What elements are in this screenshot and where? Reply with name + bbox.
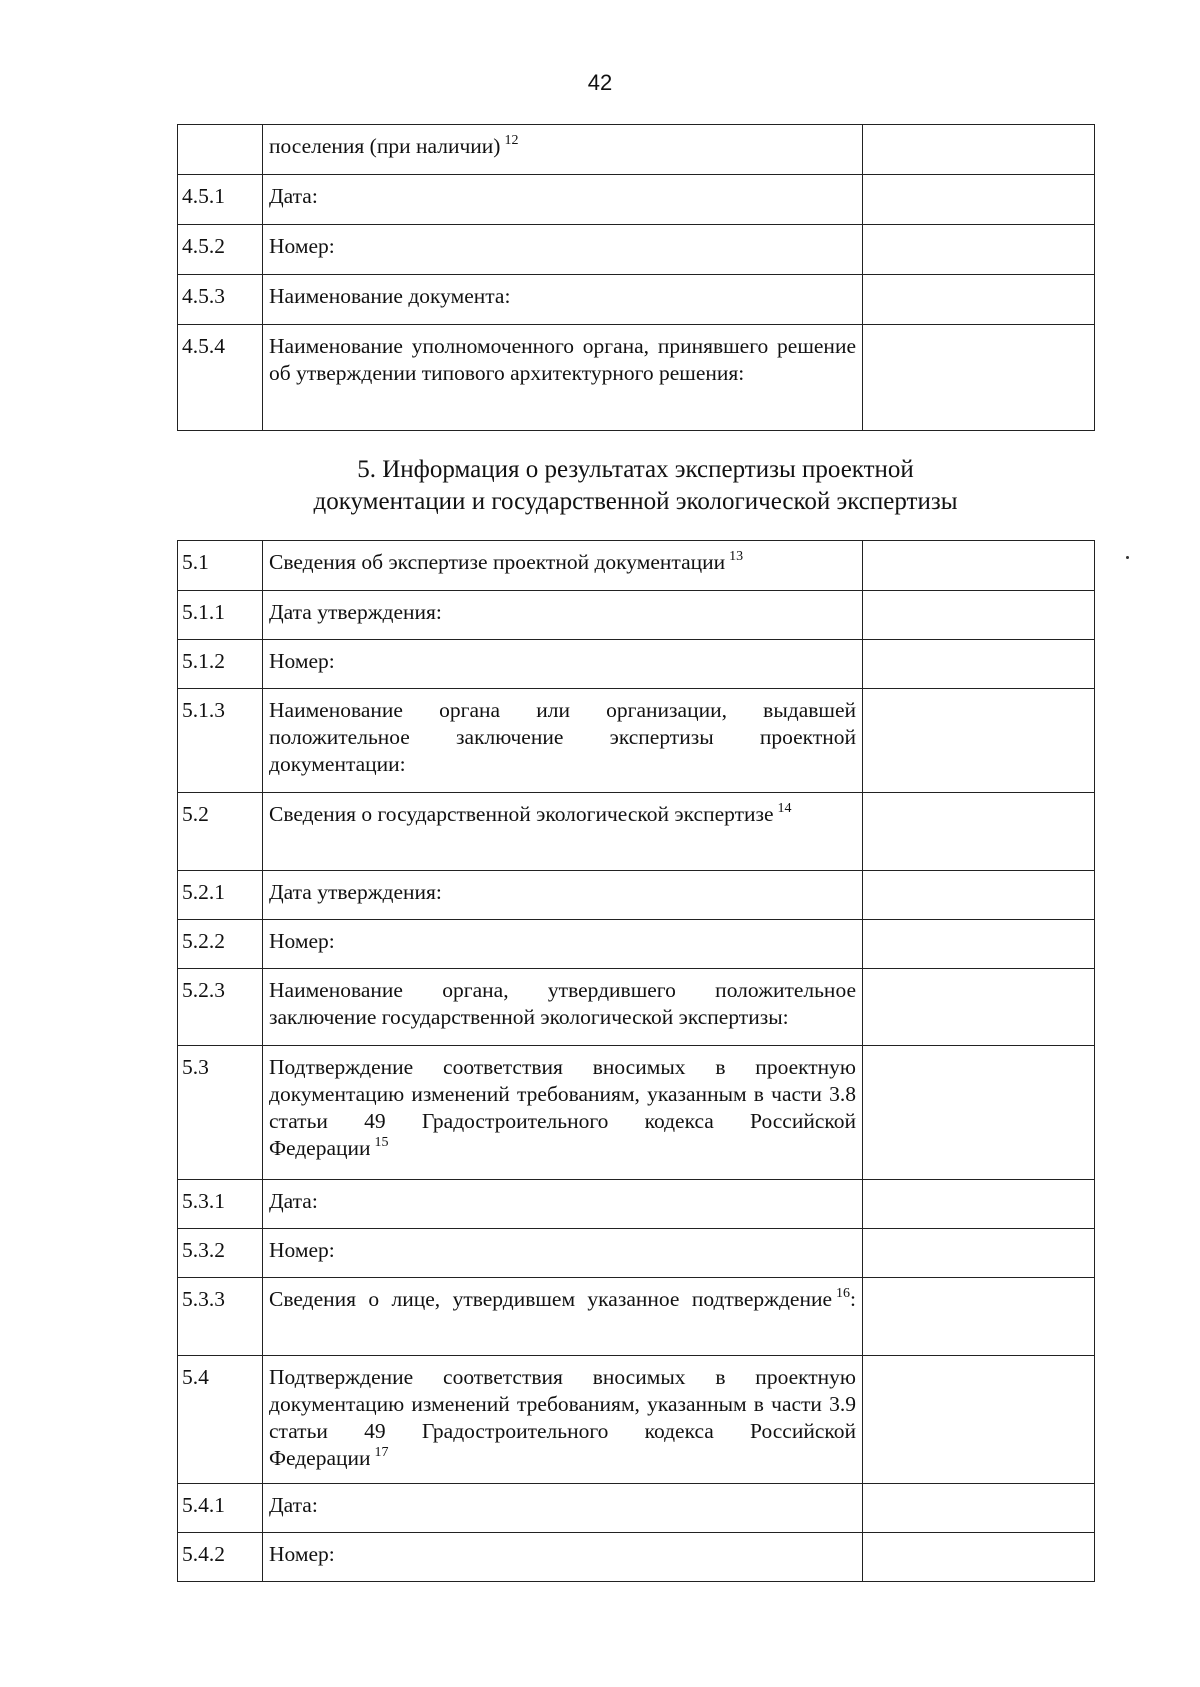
- value-cell[interactable]: [863, 969, 1095, 1046]
- table-row: [178, 1046, 1095, 1180]
- row-label-text: Сведения об экспертизе проектной документации: [269, 550, 726, 574]
- table-row: [178, 175, 1095, 225]
- value-cell[interactable]: [863, 275, 1095, 325]
- table-row: [178, 640, 1095, 689]
- row-label: [263, 1278, 863, 1356]
- value-cell[interactable]: [863, 1484, 1095, 1533]
- value-cell[interactable]: [863, 1046, 1095, 1180]
- row-number: 5.3.1: [178, 1180, 263, 1229]
- row-label: Дата:: [263, 1180, 863, 1229]
- row-number: 4.5.4: [178, 325, 263, 431]
- row-number: 5.1.3: [178, 689, 263, 793]
- section-5-heading: [177, 454, 1094, 518]
- row-number: 5.2: [178, 793, 263, 871]
- footnote-ref: 16: [836, 1286, 851, 1301]
- value-cell[interactable]: [863, 871, 1095, 920]
- row-label: Дата утверждения:: [263, 591, 863, 640]
- row-label: Дата:: [263, 175, 863, 225]
- table-row: [178, 1356, 1095, 1484]
- row-label-text: поселения (при наличии): [269, 134, 501, 158]
- table-row: [178, 1533, 1095, 1582]
- table-row: [178, 871, 1095, 920]
- row-label-text: Подтверждение соответствия вносимых в проектную документацию изменений требованиям, указанным в части 3.9 статьи 49 Градостроительного кодекса Российской Федерации: [269, 1365, 856, 1470]
- section-5-table: [177, 540, 1095, 1582]
- table-row: [178, 1484, 1095, 1533]
- row-number: 5.1.2: [178, 640, 263, 689]
- value-cell[interactable]: [863, 541, 1095, 591]
- table-row: [178, 689, 1095, 793]
- value-cell[interactable]: [863, 325, 1095, 431]
- value-cell[interactable]: [863, 1180, 1095, 1229]
- row-label: [263, 541, 863, 591]
- table-row: [178, 591, 1095, 640]
- footnote-ref: 15: [374, 1135, 389, 1150]
- section-4-5-table: [177, 124, 1095, 431]
- footnote-ref: 12: [504, 133, 519, 148]
- row-label: Наименование органа, утвердившего положительное заключение государственной экологической экспертизы:: [263, 969, 863, 1046]
- table-row: [178, 793, 1095, 871]
- table-row: [178, 1229, 1095, 1278]
- row-label: Номер:: [263, 225, 863, 275]
- row-label: Дата утверждения:: [263, 871, 863, 920]
- value-cell[interactable]: [863, 591, 1095, 640]
- table-row: [178, 969, 1095, 1046]
- table-row: [178, 225, 1095, 275]
- row-number: 5.3: [178, 1046, 263, 1180]
- value-cell[interactable]: [863, 175, 1095, 225]
- row-label: Дата:: [263, 1484, 863, 1533]
- value-cell[interactable]: [863, 225, 1095, 275]
- table-row: [178, 1278, 1095, 1356]
- table-row: [178, 920, 1095, 969]
- value-cell[interactable]: [863, 125, 1095, 175]
- row-number: 5.3.2: [178, 1229, 263, 1278]
- page-number: 42: [587, 70, 613, 95]
- row-label-suffix: :: [850, 1287, 856, 1311]
- row-label: [263, 1356, 863, 1484]
- footnote-ref: 17: [374, 1445, 389, 1460]
- row-label: Наименование органа или организации, выдавшей положительное заключение экспертизы проектной документации:: [263, 689, 863, 793]
- row-number: 5.4.2: [178, 1533, 263, 1582]
- footnote-ref: 14: [777, 801, 792, 816]
- row-label: [263, 1046, 863, 1180]
- row-number: 5.2.3: [178, 969, 263, 1046]
- row-number: 4.5.1: [178, 175, 263, 225]
- section-heading-line: 5. Информация о результатах экспертизы проектной: [357, 456, 914, 483]
- value-cell[interactable]: [863, 640, 1095, 689]
- row-number: 5.1.1: [178, 591, 263, 640]
- value-cell[interactable]: [863, 1229, 1095, 1278]
- row-number: 4.5.2: [178, 225, 263, 275]
- row-label: Наименование документа:: [263, 275, 863, 325]
- table-row: [178, 275, 1095, 325]
- row-label-text: Подтверждение соответствия вносимых в проектную документацию изменений требованиям, указанным в части 3.8 статьи 49 Градостроительного кодекса Российской Федерации: [269, 1055, 856, 1160]
- row-number: 5.2.1: [178, 871, 263, 920]
- row-number: 5.1: [178, 541, 263, 591]
- row-label: [263, 793, 863, 871]
- row-label: Номер:: [263, 640, 863, 689]
- table-row: [178, 1180, 1095, 1229]
- row-label: Наименование уполномоченного органа, принявшего решение об утверждении типового архитектурного решения:: [263, 325, 863, 431]
- section-heading-line: документации и государственной экологической экспертизы: [313, 488, 958, 515]
- value-cell[interactable]: [863, 1533, 1095, 1582]
- row-label: [263, 125, 863, 175]
- value-cell[interactable]: [863, 1278, 1095, 1356]
- row-number: 5.4.1: [178, 1484, 263, 1533]
- value-cell[interactable]: [863, 920, 1095, 969]
- row-number: 5.3.3: [178, 1278, 263, 1356]
- row-label-text: Сведения о государственной экологической экспертизе: [269, 802, 774, 826]
- row-number: [178, 125, 263, 175]
- value-cell[interactable]: [863, 1356, 1095, 1484]
- footnote-ref: 13: [729, 549, 744, 564]
- row-label-text: Сведения о лице, утвердившем указанное подтверждение: [269, 1287, 833, 1311]
- table-row: [178, 125, 1095, 175]
- row-number: 5.2.2: [178, 920, 263, 969]
- table-row: [178, 541, 1095, 591]
- scan-dot: [1126, 556, 1129, 559]
- row-label: Номер:: [263, 1229, 863, 1278]
- row-label: Номер:: [263, 920, 863, 969]
- table-row: [178, 325, 1095, 431]
- row-number: 4.5.3: [178, 275, 263, 325]
- value-cell[interactable]: [863, 793, 1095, 871]
- value-cell[interactable]: [863, 689, 1095, 793]
- row-number: 5.4: [178, 1356, 263, 1484]
- row-label: Номер:: [263, 1533, 863, 1582]
